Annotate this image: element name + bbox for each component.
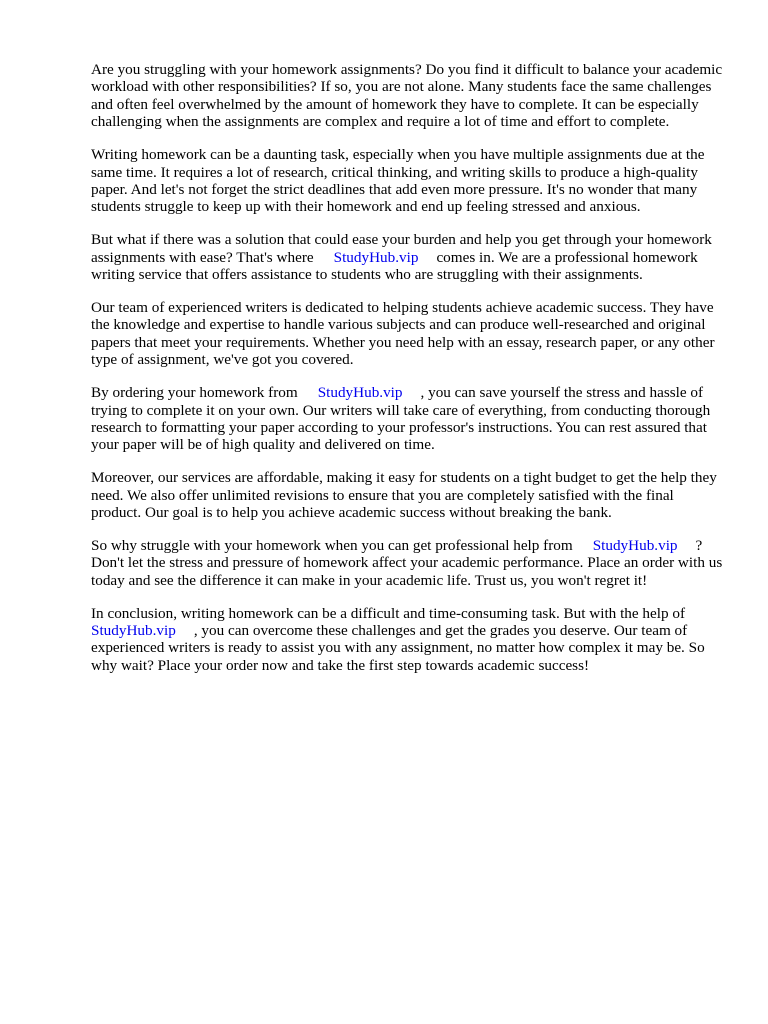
- paragraph-why-struggle: [91, 537, 727, 589]
- paragraph-why-struggle-text-after: ? Don't let the stress and pressure of homework affect your academic performance. Place an order with us today and see the difference it can make in your academic life. Trust us, you won't regret it!: [91, 536, 723, 589]
- studyhub-link[interactable]: StudyHub.vip: [592, 536, 678, 554]
- paragraph-why-struggle-text-before: So why struggle with your homework when you can get professional help from: [91, 536, 573, 554]
- paragraph-writing-difficulty: Writing homework can be a daunting task, especially when you have multiple assignments due at the same time. It requires a lot of research, critical thinking, and writing skills to produce a high-quality paper. And let's not forget the strict deadlines that add even more pressure. It's no wonder that many students struggle to keep up with their homework and end up feeling stressed and anxious.: [91, 146, 705, 216]
- paragraph-ordering-text-after: , you can save yourself the stress and hassle of trying to complete it on your own. Our writers will take care of everything, from conducting thorough research to formatting your paper according to your professor's instructions. You can rest assured that your paper will be of high quality and delivered on time.: [91, 384, 711, 454]
- studyhub-link[interactable]: StudyHub.vip: [317, 384, 403, 402]
- paragraph-conclusion-text-after: , you can overcome these challenges and get the grades you deserve. Our team of experienced writers is ready to assist you with any assignment, no matter how complex it may be. So why wait? Place your order now and take the first step towards academic success!: [91, 622, 705, 674]
- paragraph-affordable: Moreover, our services are affordable, making it easy for students on a tight budget to get the help they need. We also offer unlimited revisions to ensure that you are completely satisfied with the final product. Our goal is to help you achieve academic success without breaking the bank.: [91, 469, 717, 522]
- paragraph-solution-text-after: comes in. We are a professional homework writing service that offers assistance to students who are struggling with their assignments.: [91, 248, 698, 284]
- paragraph-ordering-text-before: By ordering your homework from: [91, 384, 298, 402]
- paragraph-team: Our team of experienced writers is dedicated to helping students achieve academic success. They have the knowledge and expertise to handle various subjects and can produce well-researched and original papers that meet your requirements. Whether you need help with an essay, research paper, or any other type of assignment, we've got you covered.: [91, 298, 715, 369]
- paragraph-conclusion: [91, 605, 727, 675]
- document-body: [91, 61, 727, 690]
- paragraph-intro: Are you struggling with your homework assignments? Do you find it difficult to balance your academic workload with other responsibilities? If so, you are not alone. Many students face the same challenges and often feel overwhelmed by the amount of homework they have to complete. It can be especially challenging when the assignments are complex and require a lot of time and effort to complete.: [91, 61, 723, 131]
- paragraph-solution-text-before: But what if there was a solution that could ease your burden and help you get through your homework assignments with ease? That's where: [91, 231, 712, 266]
- paragraph-conclusion-text-before: In conclusion, writing homework can be a difficult and time-consuming task. But with the help of: [91, 604, 686, 622]
- paragraph-solution: [91, 231, 727, 283]
- paragraph-ordering: [91, 384, 727, 454]
- studyhub-link[interactable]: StudyHub.vip: [91, 622, 176, 640]
- studyhub-link[interactable]: StudyHub.vip: [333, 248, 419, 266]
